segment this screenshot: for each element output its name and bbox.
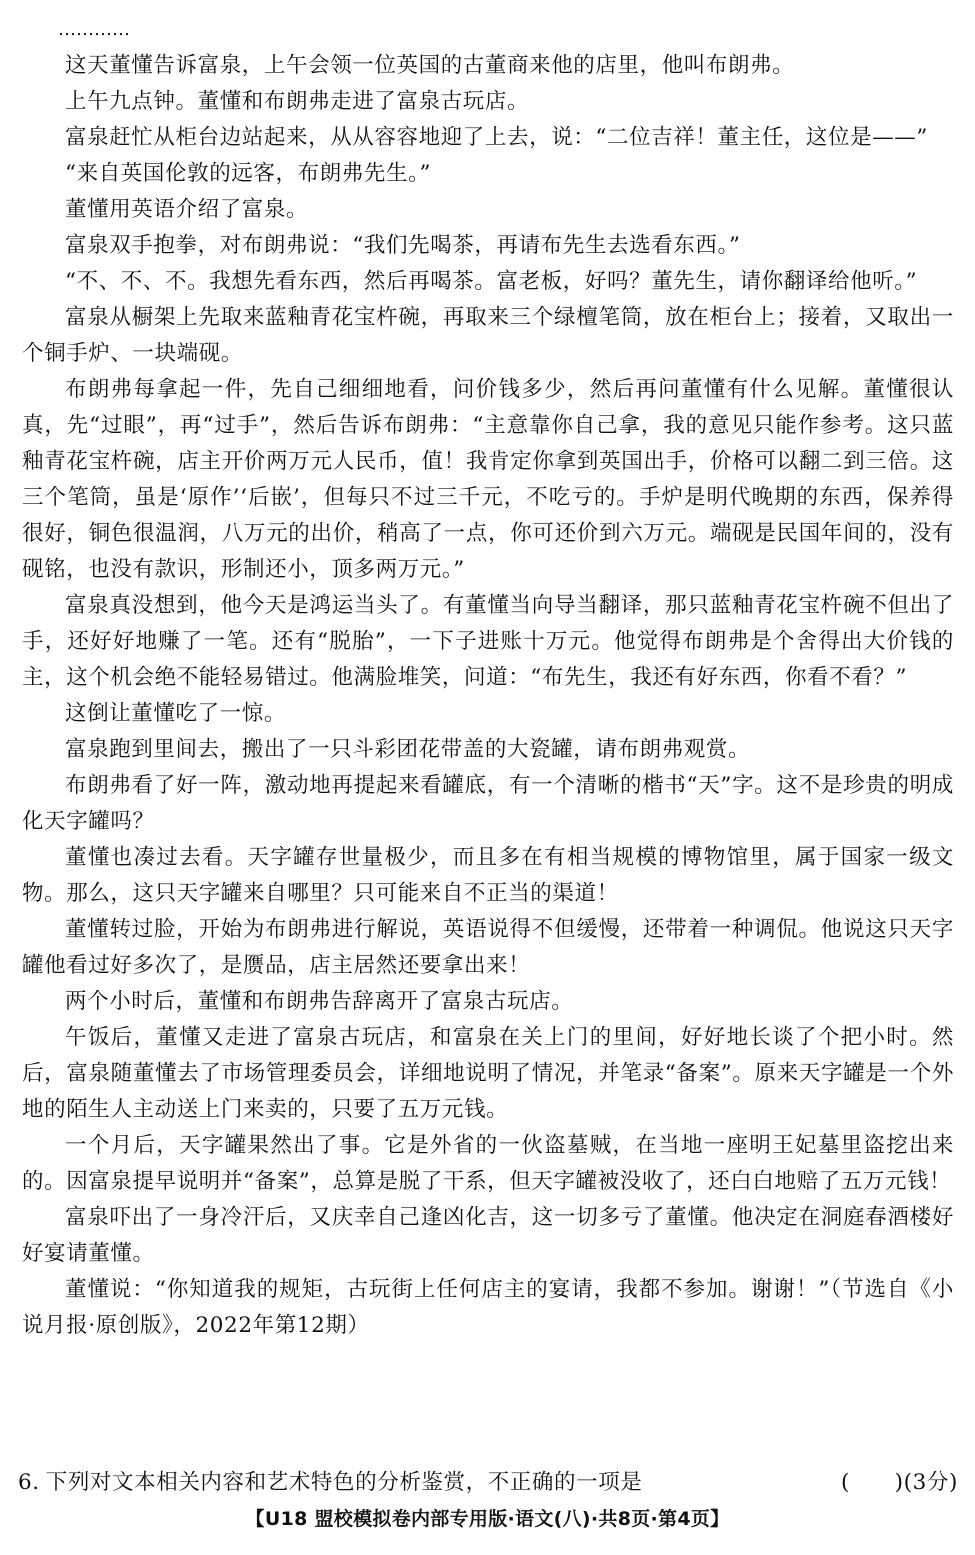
paragraph: 午饭后，董懂又走进了富泉古玩店，和富泉在关上门的里间，好好地长谈了个把小时。然后，富泉随董懂去了市场管理委员会，详细地说明了情况，并笔录“备案”。原来天字罐是一个外地的陌生人主动送上门来卖的，只要了五万元钱。 xyxy=(22,1025,954,1122)
paragraph: 上午九点钟。董懂和布朗弗走进了富泉古玩店。 xyxy=(65,89,530,114)
passage xyxy=(22,12,954,1344)
paragraph: 这天董懂告诉富泉，上午会领一位英国的古董商来他的店里，他叫布朗弗。 xyxy=(65,53,795,78)
paragraph: 这倒让董懂吃了一惊。 xyxy=(65,701,287,726)
paragraph: 富泉吓出了一身冷汗后，又庆幸自己逢凶化吉，这一切多亏了董懂。他决定在洞庭春酒楼好好宴请董懂。 xyxy=(22,1205,954,1266)
paragraph: “来自英国伦敦的远客，布朗弗先生。” xyxy=(65,161,432,186)
paragraph: “不、不、不。我想先看东西，然后再喝茶。富老板，好吗？董先生，请你翻译给他听。” xyxy=(65,269,918,294)
question-answer-area xyxy=(841,1465,958,1501)
question-number: 6. xyxy=(18,1470,40,1495)
paragraph: 富泉从橱架上先取来蓝釉青花宝杵碗，再取来三个绿檀笔筒，放在柜台上；接着，又取出一个铜手炉、一块端砚。 xyxy=(22,305,954,366)
question-text: 下列对文本相关内容和艺术特色的分析鉴赏，不正确的一项是 xyxy=(45,1470,643,1495)
paragraph: 董懂转过脸，开始为布朗弗进行解说，英语说得不但缓慢，还带着一种调侃。他说这只天字罐他看过好多次了，是赝品，店主居然还要拿出来！ xyxy=(22,917,954,978)
paragraph: 董懂说：“你知道我的规矩，古玩街上任何店主的宴请，我都不参加。谢谢！”（节选自《小说月报·原创版》，2022年第12期） xyxy=(22,1277,954,1338)
answer-blank: ( ) xyxy=(841,1470,904,1495)
paragraph: 布朗弗看了好一阵，激动地再提起来看罐底，有一个清晰的楷书“天”字。这不是珍贵的明成化天字罐吗？ xyxy=(22,773,954,834)
question-6 xyxy=(18,1465,958,1501)
paragraph: 董懂也凑过去看。天字罐存世量极少，而且多在有相当规模的博物馆里，属于国家一级文物。那么，这只天字罐来自哪里？只可能来自不正当的渠道！ xyxy=(22,845,954,906)
paragraph: 富泉赶忙从柜台边站起来，从从容容地迎了上去，说：“二位吉祥！董主任，这位是——” xyxy=(65,125,928,150)
paragraph: 布朗弗每拿起一件，先自己细细地看，问价钱多少，然后再问董懂有什么见解。董懂很认真，先“过眼”，再“过手”，然后告诉布朗弗：“主意靠你自己拿，我的意见只能作参考。这只蓝釉青花宝杵碗，店主开价两万元人民币，值！我肯定你拿到英国出手，价格可以翻二到三倍。这三个笔筒，虽是‘原作’‘后嵌’，但每只不过三千元，不吃亏的。手炉是明代晚期的东西，保养得很好，铜色很温润，八万元的出价，稍高了一点，你可还价到六万元。端砚是民国年间的，没有砚铭，也没有款识，形制还小，顶多两万元。” xyxy=(22,377,954,582)
paragraph: 富泉双手抱拳，对布朗弗说：“我们先喝茶，再请布先生去选看东西。” xyxy=(65,233,741,258)
paragraph: 一个月后，天字罐果然出了事。它是外省的一伙盗墓贼，在当地一座明王妃墓里盗挖出来的。因富泉提早说明并“备案”，总算是脱了干系，但天字罐被没收了，还白白地赔了五万元钱！ xyxy=(22,1133,954,1194)
paragraph: 富泉真没想到，他今天是鸿运当头了。有董懂当向导当翻译，那只蓝釉青花宝杵碗不但出了手，还好好地赚了一笔。还有“脱胎”，一下子进账十万元。他觉得布朗弗是个舍得出大价钱的主，这个机会绝不能轻易错过。他满脸堆笑，问道：“布先生，我还有好东西，你看不看？” xyxy=(22,593,954,690)
paragraph: 董懂用英语介绍了富泉。 xyxy=(65,197,309,222)
paragraph: 两个小时后，董懂和布朗弗告辞离开了富泉古玩店。 xyxy=(65,989,574,1014)
page-footer: 【U18 盟校模拟卷内部专用版·语文(八)·共8页·第4页】 xyxy=(245,1508,730,1530)
paragraph: 富泉跑到里间去，搬出了一只斗彩团花带盖的大瓷罐，请布朗弗观赏。 xyxy=(65,737,751,762)
ellipsis-line: ………… xyxy=(58,19,130,40)
question-stem xyxy=(18,1465,648,1501)
question-score: (3分) xyxy=(903,1470,958,1495)
